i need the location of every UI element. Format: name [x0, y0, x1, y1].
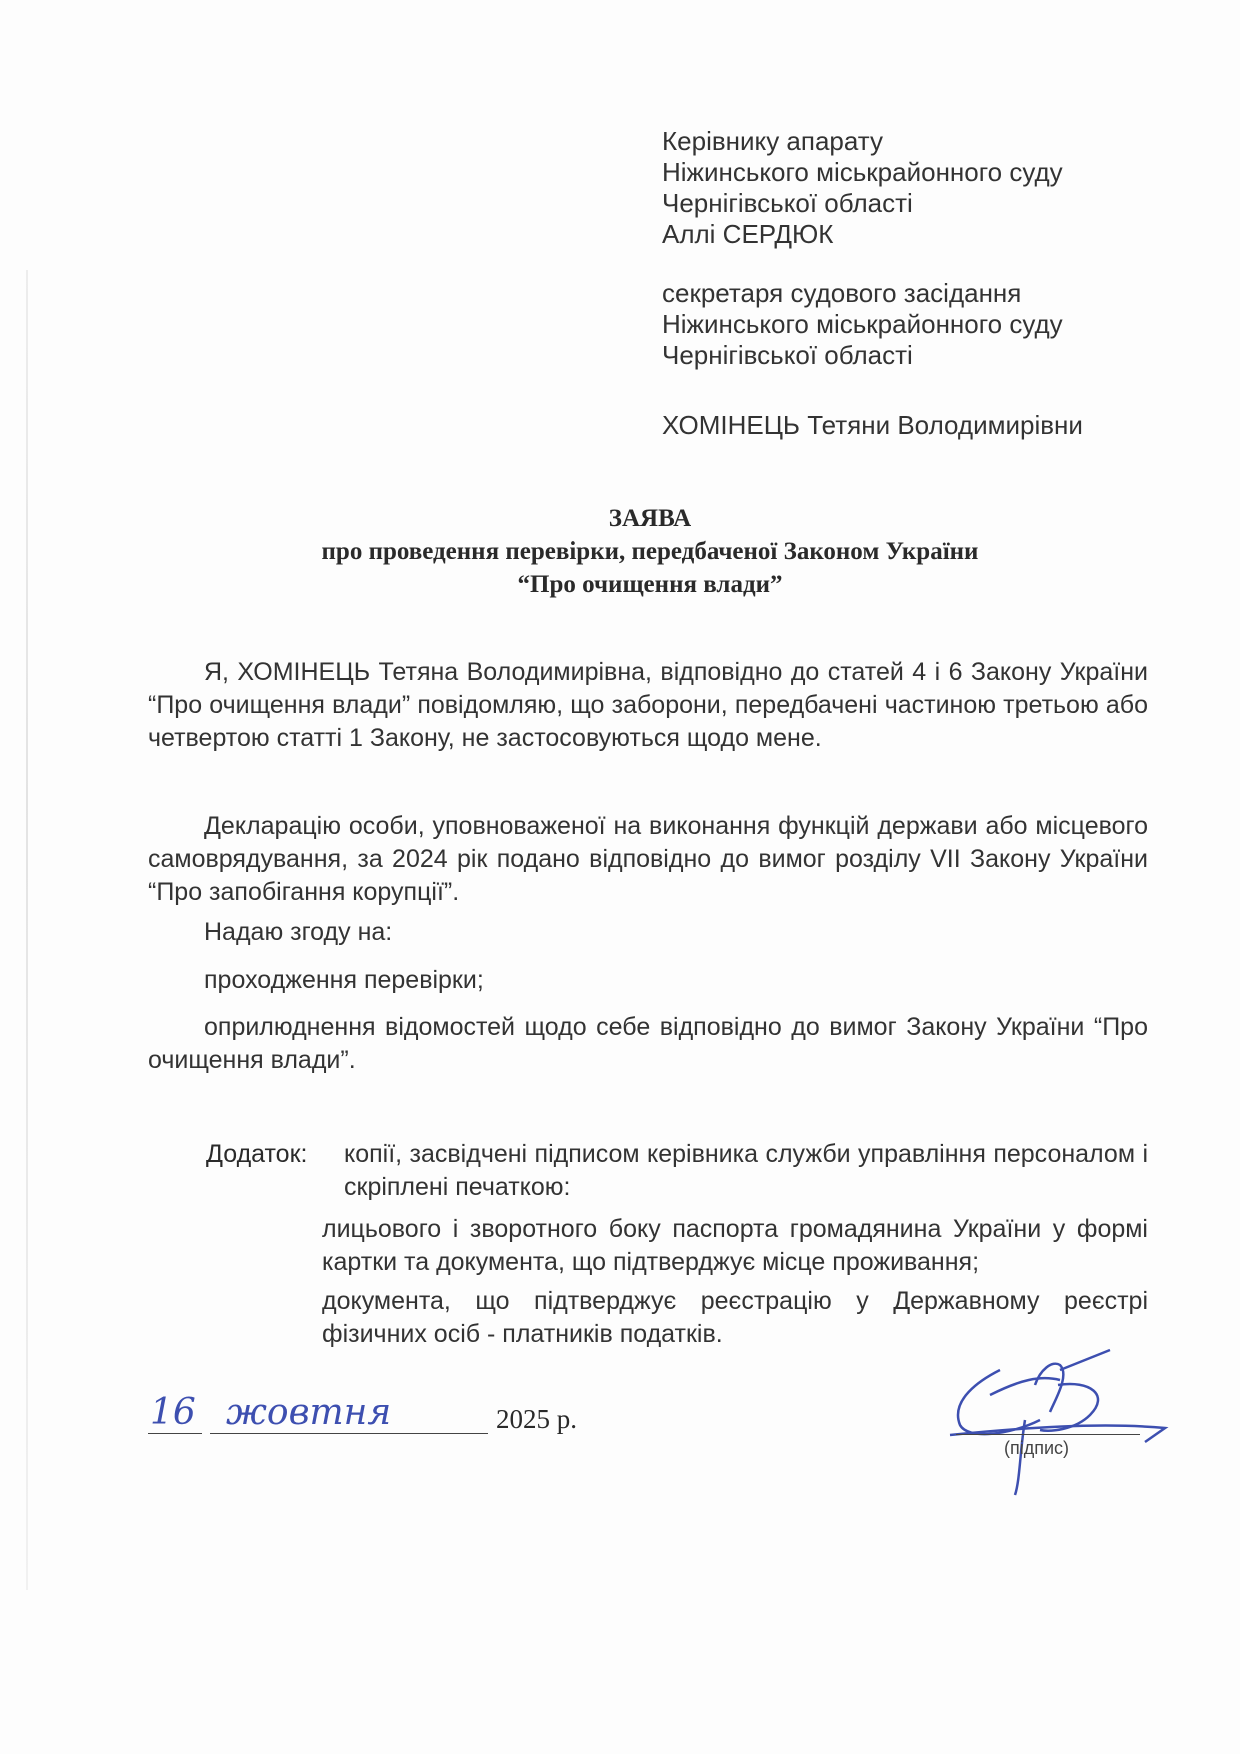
recipient-block: [662, 126, 1063, 250]
body-paragraph-asset-declaration: Декларацію особи, уповноваженої на виконання функцій держави або місцевого самоврядування, за 2024 рік подано відповідно до вимог розділу VII Закону України “Про запобігання корупції”.: [148, 812, 1148, 906]
recipient-line: Керівнику апарату: [662, 126, 883, 156]
sender-block: [662, 278, 1063, 371]
attachment-item: копії, засвідчені підписом керівника служби управління персоналом і скріплені печаткою:: [344, 1140, 1148, 1201]
date-year: 2025 р.: [496, 1404, 577, 1434]
date-month: жовтня: [226, 1392, 392, 1433]
recipient-line: Чернігівської області: [662, 188, 913, 218]
recipient-line: Ніжинського міськрайонного суду: [662, 157, 1063, 187]
sender-name: ХОМІНЕЦЬ Тетяни Володимирівни: [662, 410, 1083, 440]
title-heading: ЗАЯВА: [608, 505, 692, 532]
body-paragraph-consent: Надаю згоду на:: [204, 918, 393, 946]
body-paragraph-publication: оприлюднення відомостей щодо себе відповідно до вимог Закону України “Про очищення влади”.: [148, 1013, 1148, 1074]
signature-icon: [940, 1340, 1170, 1500]
sender-line: секретаря судового засідання: [662, 278, 1022, 308]
signature-caption: (підпис): [1004, 1438, 1070, 1458]
title-subject: про проведення перевірки, передбаченої Законом України: [321, 538, 979, 565]
document-title: [140, 502, 1160, 601]
date-day-rule: [148, 1433, 202, 1434]
attachment-label: Додаток:: [206, 1140, 308, 1168]
body-paragraph-declaration: Я, ХОМІНЕЦЬ Тетяна Володимирівна, відповідно до статей 4 і 6 Закону України “Про очищення влади” повідомляю, що заборони, передбачені частиною третьою або четвертою статті 1 Закону, не застосовуються щодо мене.: [148, 658, 1148, 752]
scan-edge-shadow: [26, 270, 28, 1590]
recipient-name: Аллі СЕРДЮК: [662, 219, 834, 249]
attachment-item: документа, що підтверджує реєстрацію у Державному реєстрі фізичних осіб - платників податків.: [322, 1287, 1148, 1348]
date-day: 16: [150, 1392, 196, 1433]
sender-line: Ніжинського міськрайонного суду: [662, 309, 1063, 339]
sender-line: Чернігівської області: [662, 340, 913, 370]
body-paragraph-check: проходження перевірки;: [204, 966, 484, 994]
date-month-rule: [210, 1433, 488, 1434]
signature-rule: [956, 1434, 1140, 1435]
title-law: “Про очищення влади”: [517, 571, 783, 598]
attachment-item: лицьового і зворотного боку паспорта громадянина України у формі картки та документа, що підтверджує місце проживання;: [322, 1215, 1148, 1276]
